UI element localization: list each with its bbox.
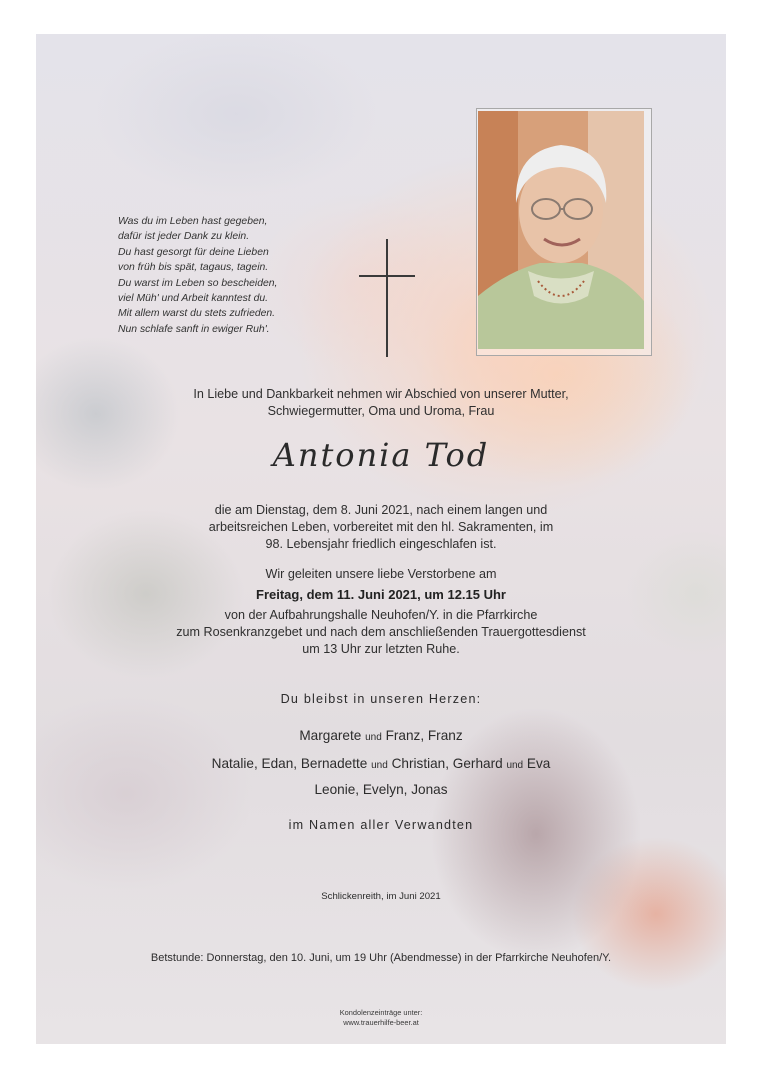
farewell-intro [36, 386, 726, 420]
poem-line: viel Müh' und Arbeit kanntest du. [118, 293, 269, 305]
relatives-line: im Namen aller Verwandten [288, 818, 474, 832]
cross-icon-bar [359, 275, 415, 277]
deceased-name: Antonia Tod [272, 436, 490, 474]
poem-line: Du warst im Leben so bescheiden, [118, 277, 278, 289]
family-names: Eva [526, 756, 551, 771]
funeral-details [36, 607, 726, 658]
death-line: die am Dienstag, dem 8. Juni 2021, nach einem langen und [214, 503, 548, 517]
funeral-line: von der Aufbahrungshalle Neuhofen/Y. in die Pfarrkirche [224, 608, 538, 622]
place-date: Schlickenreith, im Juni 2021 [321, 891, 441, 902]
family-names: Franz, Franz [385, 728, 463, 743]
death-notice [36, 502, 726, 553]
poem-line: Nun schlafe sanft in ewiger Ruh'. [118, 323, 270, 335]
poem-line: Was du im Leben hast gegeben, [118, 216, 268, 227]
and-word: und [506, 760, 524, 771]
funeral-intro: Wir geleiten unsere liebe Verstorbene am [265, 567, 497, 581]
family-names: Natalie, Edan, Bernadette [211, 756, 368, 771]
funeral-line: zum Rosenkranzgebet und nach dem anschließenden Trauergottesdienst [176, 625, 586, 639]
condolence-label: Kondolenzeinträge unter: [339, 1008, 423, 1017]
intro-line: In Liebe und Dankbarkeit nehmen wir Abschied von unserer Mutter, [193, 387, 569, 401]
prayer-hour-notice: Betstunde: Donnerstag, den 10. Juni, um 19 Uhr (Abendmesse) in der Pfarrkirche Neuhofen/Y. [150, 952, 612, 964]
condolence-url[interactable]: www.trauerhilfe-beer.at [343, 1018, 419, 1027]
funeral-line: um 13 Uhr zur letzten Ruhe. [302, 642, 460, 656]
poem-line: dafür ist jeder Dank zu klein. [118, 231, 250, 243]
family-names: Margarete [299, 728, 362, 743]
family-names: Christian, Gerhard [391, 756, 503, 771]
poem-line: Du hast gesorgt für deine Lieben [118, 246, 269, 258]
poem-line: Mit allem warst du stets zufrieden. [118, 308, 276, 320]
and-word: und [365, 732, 382, 743]
portrait-illustration [478, 111, 644, 349]
portrait-photo [478, 111, 644, 349]
family-line [36, 728, 726, 743]
and-word: und [371, 760, 388, 771]
condolence-info [36, 1008, 726, 1028]
family-line [36, 756, 726, 771]
family-line: Leonie, Evelyn, Jonas [314, 782, 448, 797]
obituary-card [36, 34, 726, 1044]
memorial-poem [118, 214, 358, 337]
death-line: arbeitsreichen Leben, vorbereitet mit den hl. Sakramenten, im [208, 520, 554, 534]
heart-line: Du bleibst in unseren Herzen: [280, 692, 482, 706]
cross-icon [386, 239, 388, 357]
death-line: 98. Lebensjahr friedlich eingeschlafen ist. [265, 537, 497, 551]
intro-line: Schwiegermutter, Oma und Uroma, Frau [267, 404, 495, 418]
poem-line: von früh bis spät, tagaus, tagein. [118, 262, 269, 274]
funeral-date: Freitag, dem 11. Juni 2021, um 12.15 Uhr [256, 587, 506, 602]
